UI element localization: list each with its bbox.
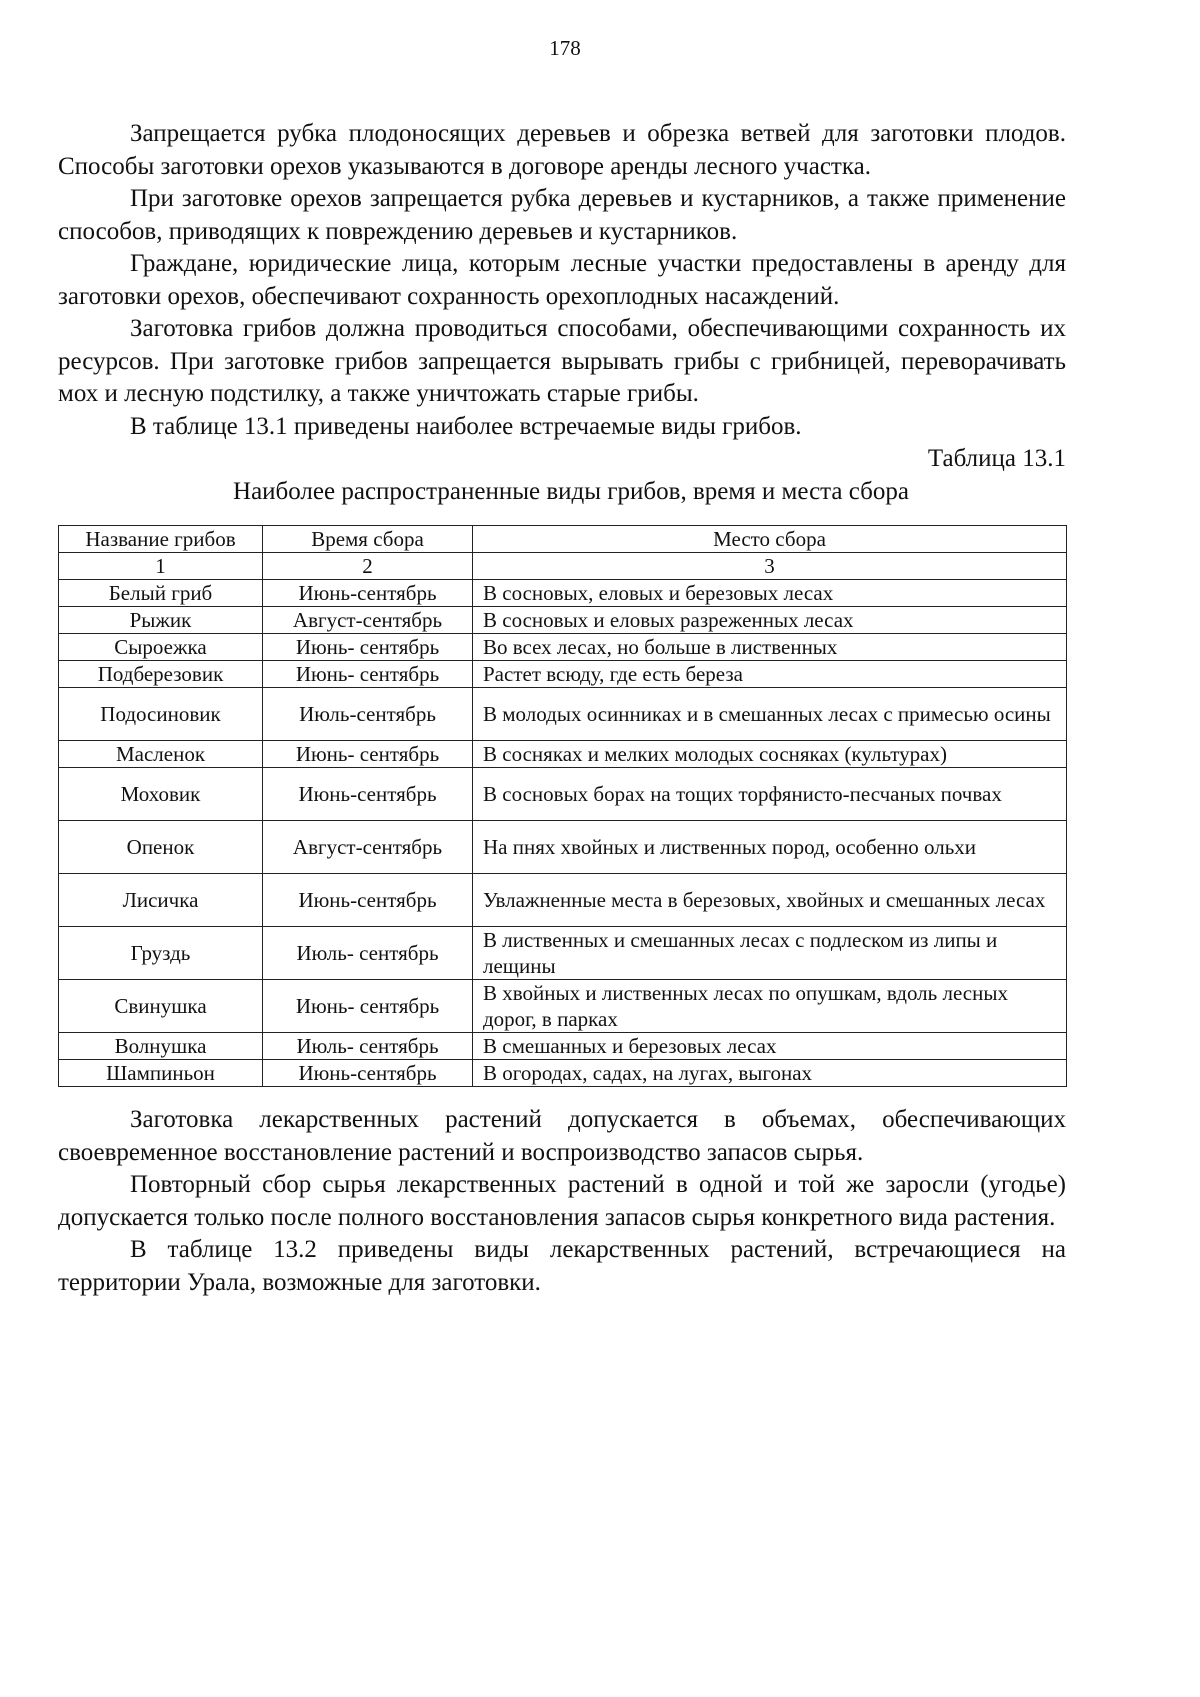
table-row <box>59 980 1067 1033</box>
collection-time-cell: Июнь-сентябрь <box>263 1060 473 1087</box>
collection-place-cell: В молодых осинниках и в смешанных лесах с примесью осины <box>473 688 1067 741</box>
collection-place-cell: В лиственных и смешанных лесах с подлеском из липы и лещины <box>473 927 1067 980</box>
collection-place-cell: Увлажненные места в березовых, хвойных и смешанных лесах <box>473 874 1067 927</box>
table-row <box>59 634 1067 661</box>
paragraph: В таблице 13.1 приведены наиболее встречаемые виды грибов. <box>130 412 802 440</box>
mushroom-name-cell: Волнушка <box>59 1033 263 1060</box>
collection-time-cell: Июль- сентябрь <box>263 1033 473 1060</box>
collection-time-cell: Июнь- сентябрь <box>263 661 473 688</box>
paragraph: В таблице 13.2 приведены виды лекарственных растений, встречающиеся на территории Урала, возможные для заготовки. <box>58 1236 1066 1296</box>
table-row <box>59 688 1067 741</box>
column-number-row <box>59 553 1067 580</box>
collection-place-cell: В огородах, садах, на лугах, выгонах <box>473 1060 1067 1087</box>
paragraph: Запрещается рубка плодоносящих деревьев и обрезка ветвей для заготовки плодов. Способы заготовки орехов указываются в договоре аренды лесного участка. <box>58 120 1066 180</box>
table-row <box>59 821 1067 874</box>
table-label: Таблица 13.1 <box>927 445 1066 472</box>
mushroom-name-cell: Рыжик <box>59 607 263 634</box>
mushroom-name-cell: Свинушка <box>59 980 263 1033</box>
mushroom-name-cell: Опенок <box>59 821 263 874</box>
mushroom-name-cell: Моховик <box>59 768 263 821</box>
mushroom-name-cell: Лисичка <box>59 874 263 927</box>
mushroom-name-cell: Подберезовик <box>59 661 263 688</box>
table-row <box>59 874 1067 927</box>
collection-place-cell: В сосняках и мелких молодых сосняках (культурах) <box>473 741 1067 768</box>
collection-place-cell: На пнях хвойных и лиственных пород, особенно ольхи <box>473 821 1067 874</box>
collection-time-cell: Июнь- сентябрь <box>263 741 473 768</box>
collection-place-cell: В сосновых борах на тощих торфянисто-песчаных почвах <box>473 768 1067 821</box>
collection-place-cell: В хвойных и лиственных лесах по опушкам, вдоль лесных дорог, в парках <box>473 980 1067 1033</box>
mushroom-name-cell: Груздь <box>59 927 263 980</box>
table-row <box>59 607 1067 634</box>
paragraph: Заготовка лекарственных растений допускается в объемах, обеспечивающих своевременное восстановление растений и воспроизводство запасов сырья. <box>58 1106 1066 1166</box>
collection-time-cell: Август-сентябрь <box>263 607 473 634</box>
paragraph: Заготовка грибов должна проводиться способами, обеспечивающими сохранность их ресурсов. При заготовке грибов запрещается вырывать грибы с грибницей, переворачивать мох и лесную подстилку, а также уничтожать старые грибы. <box>58 315 1066 407</box>
mushroom-name-cell: Сыроежка <box>59 634 263 661</box>
collection-place-cell: В сосновых, еловых и березовых лесах <box>473 580 1067 607</box>
mushroom-name-cell: Белый гриб <box>59 580 263 607</box>
paragraph: При заготовке орехов запрещается рубка деревьев и кустарников, а также применение способов, приводящих к повреждению деревьев и кустарников. <box>58 185 1066 245</box>
header-place: Место сбора <box>473 526 1067 553</box>
column-number: 2 <box>263 553 473 580</box>
collection-time-cell: Июнь-сентябрь <box>263 768 473 821</box>
table-row <box>59 768 1067 821</box>
table-header-row <box>59 526 1067 553</box>
mushroom-name-cell: Шампиньон <box>59 1060 263 1087</box>
collection-time-cell: Июнь- сентябрь <box>263 980 473 1033</box>
collection-time-cell: Июнь- сентябрь <box>263 634 473 661</box>
page-number: 178 <box>549 36 581 60</box>
collection-time-cell: Июнь-сентябрь <box>263 874 473 927</box>
mushroom-name-cell: Подосиновик <box>59 688 263 741</box>
table-row <box>59 927 1067 980</box>
column-number: 3 <box>473 553 1067 580</box>
collection-place-cell: В сосновых и еловых разреженных лесах <box>473 607 1067 634</box>
mushroom-table <box>58 525 1067 1087</box>
collection-time-cell: Июль- сентябрь <box>263 927 473 980</box>
mushroom-name-cell: Масленок <box>59 741 263 768</box>
collection-time-cell: Август-сентябрь <box>263 821 473 874</box>
page-content <box>58 118 1066 1299</box>
header-name: Название грибов <box>59 526 263 553</box>
collection-place-cell: Растет всюду, где есть береза <box>473 661 1067 688</box>
collection-place-cell: Во всех лесах, но больше в лиственных <box>473 634 1067 661</box>
table-row <box>59 1033 1067 1060</box>
collection-time-cell: Июль-сентябрь <box>263 688 473 741</box>
table-row <box>59 1060 1067 1087</box>
header-time: Время сбора <box>263 526 473 553</box>
column-number: 1 <box>59 553 263 580</box>
table-row <box>59 661 1067 688</box>
table-row <box>59 741 1067 768</box>
table-row <box>59 580 1067 607</box>
paragraph: Повторный сбор сырья лекарственных растений в одной и той же заросли (угодье) допускается только после полного восстановления запасов сырья конкретного вида растения. <box>58 1171 1066 1231</box>
table-title: Наиболее распространенные виды грибов, время и места сбора <box>233 477 909 505</box>
collection-time-cell: Июнь-сентябрь <box>263 580 473 607</box>
collection-place-cell: В смешанных и березовых лесах <box>473 1033 1067 1060</box>
paragraph: Граждане, юридические лица, которым лесные участки предоставлены в аренду для заготовки орехов, обеспечивают сохранность орехоплодных насаждений. <box>58 250 1066 310</box>
